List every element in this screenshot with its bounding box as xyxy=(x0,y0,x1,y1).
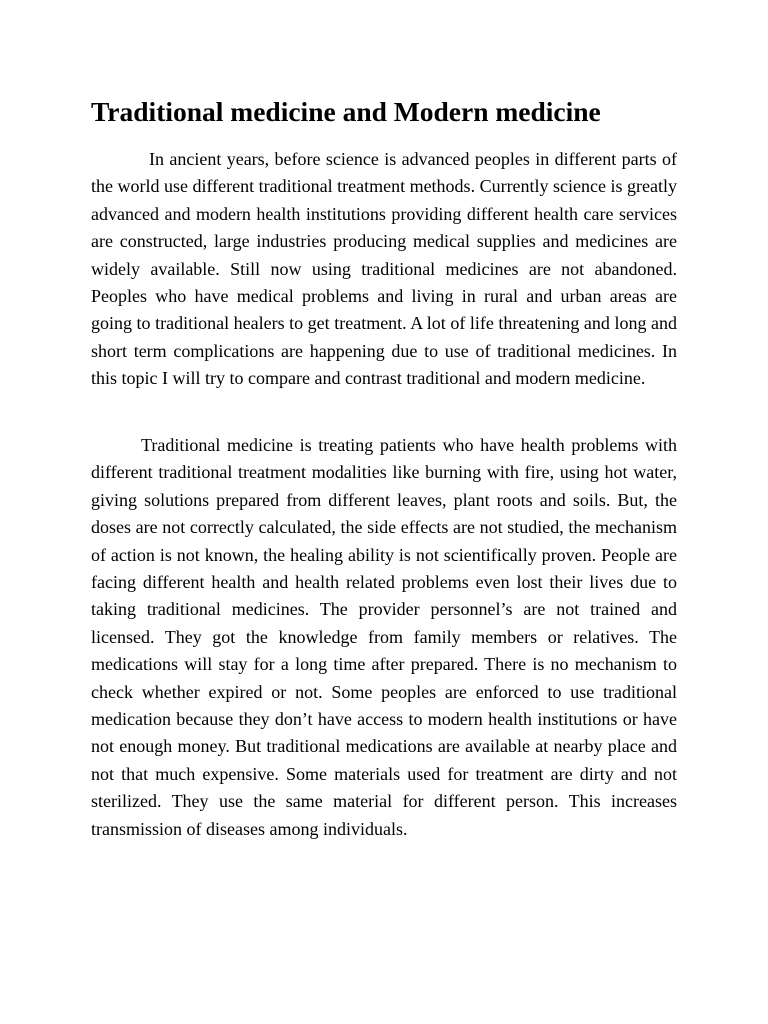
document-title: Traditional medicine and Modern medicine xyxy=(91,96,601,127)
body-paragraph: Traditional medicine is treating patients who have health problems with different traditional treatment modalities like burning with fire, using hot water, giving solutions prepared from different leaves, plant roots and soils. But, the doses are not correctly calculated, the side effects are not studied, the mechanism of action is not known, the healing ability is not scientifically proven. People are facing different health and health related problems even lost their lives due to taking traditional medicines. The provider personnel’s are not trained and licensed. They got the knowledge from family members or relatives. The medications will stay for a long time after prepared. There is no mechanism to check whether expired or not. Some peoples are enforced to use traditional medication because they don’t have access to modern health institutions or have not enough money. But traditional medications are available at nearby place and not that much expensive. Some materials used for treatment are dirty and not sterilized. They use the same material for different person. This increases transmission of diseases among individuals. xyxy=(91,435,677,839)
intro-paragraph: In ancient years, before science is advanced peoples in different parts of the world use different traditional treatment methods. Currently science is greatly advanced and modern health institutions providing different health care services are constructed, large industries producing medical supplies and medicines are widely available. Still now using traditional medicines are not abandoned. Peoples who have medical problems and living in rural and urban areas are going to traditional healers to get treatment. A lot of life threatening and long and short term complications are happening due to use of traditional medicines. In this topic I will try to compare and contrast traditional and modern medicine. xyxy=(91,149,677,389)
